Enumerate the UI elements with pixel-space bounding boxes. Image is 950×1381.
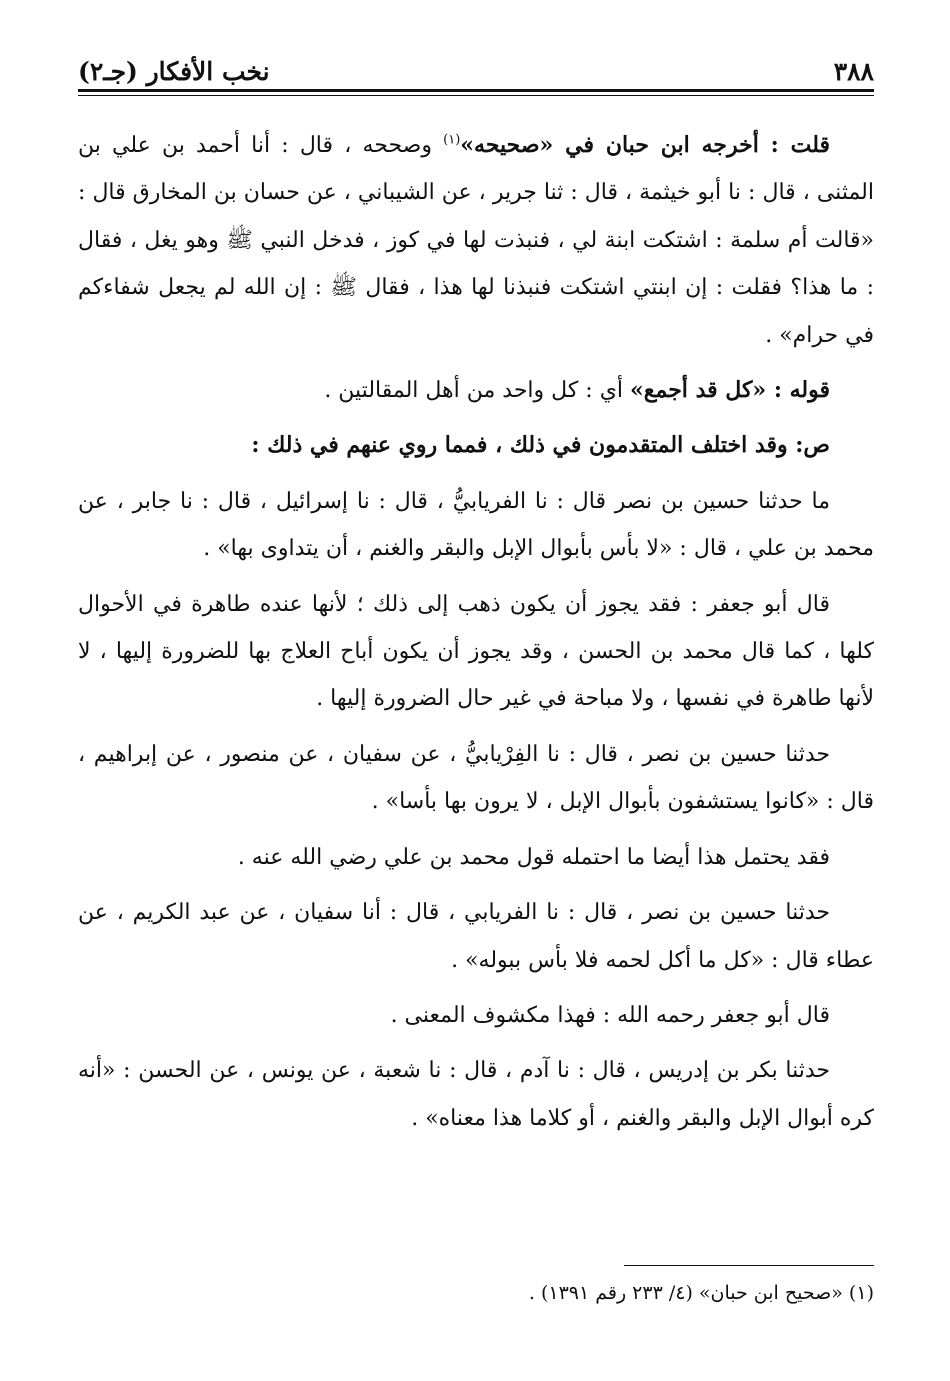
paragraph-text: حدثنا حسين بن نصر ، قال : نا الفِرْيابيُّ ، عن سفيان ، عن منصور ، عن إبراهيم ، قال : «كانوا يستشفون بأبوال الإبل ، لا يرون بها بأسا» . bbox=[78, 741, 874, 815]
footnote-reference[interactable]: (١) bbox=[443, 132, 461, 148]
paragraph-text: قال أبو جعفر : فقد يجوز أن يكون ذهب إلى ذلك ؛ لأنها عنده طاهرة في الأحوال كلها ، كما قال محمد بن الحسن ، وقد يجوز أن يكون أباح العلاج بها للضرورة إليها ، لا لأنها طاهرة في نفسها ، ولا مباحة في غير حال الضرورة إليها . bbox=[78, 591, 874, 712]
footnote-separator bbox=[624, 1265, 874, 1266]
paragraph bbox=[78, 731, 874, 826]
page-number: ٣٨٨ bbox=[833, 57, 874, 86]
header-rule-thick bbox=[78, 89, 874, 92]
footnote-text: (١) «صحيح ابن حبان» (٤/ ٢٣٣ رقم ١٣٩١) . bbox=[528, 1282, 874, 1304]
paragraph-text: قال أبو جعفر رحمه الله : فهذا مكشوف المعنى . bbox=[390, 1002, 830, 1028]
paragraph-text: أي : كل واحد من أهل المقالتين . bbox=[324, 378, 631, 404]
paragraph bbox=[78, 889, 874, 984]
running-header bbox=[78, 40, 874, 86]
paragraph-lead: ص: وقد اختلف المتقدمون في ذلك ، فمما روي عنهم في ذلك : bbox=[251, 432, 830, 459]
main-text bbox=[78, 122, 874, 1142]
paragraph bbox=[78, 478, 874, 573]
header-rule-thin bbox=[78, 95, 874, 96]
paragraph-text: فقد يحتمل هذا أيضا ما احتمله قول محمد بن علي رضي الله عنه . bbox=[237, 844, 830, 870]
paragraph-text: حدثنا بكر بن إدريس ، قال : نا آدم ، قال : نا شعبة ، عن يونس ، عن الحسن : «أنه كره أبوال الإبل والبقر والغنم ، أو كلاما هذا معناه» . bbox=[78, 1058, 874, 1131]
paragraph-text: وصححه ، قال : أنا أحمد بن علي بن المثنى ، قال : نا أبو خيثمة ، قال : ثنا جرير ، عن الشيباني ، عن حسان بن المخارق قال : «قالت أم سلمة : اشتكت ابنة لي ، فنبذت لها في كوز ، فدخل النبي ﷺ وهو يغل ، فقال : ما هذا؟ فقلت : إن ابنتي اشتكت فنبذنا لها هذا ، فقال ﷺ : إن الله لم يجعل شفاءكم في حرام» . bbox=[78, 133, 874, 348]
paragraph bbox=[78, 367, 874, 414]
paragraph-text: ما حدثنا حسين بن نصر قال : نا الفريابيُّ ، قال : نا إسرائيل ، قال : نا جابر ، عن محمد بن علي ، قال : «لا بأس بأبوال الإبل والبقر والغنم ، أن يتداوى بها» . bbox=[78, 488, 874, 562]
paragraph bbox=[78, 422, 874, 469]
paragraph bbox=[78, 581, 874, 723]
paragraph bbox=[78, 1047, 874, 1142]
paragraph bbox=[78, 122, 874, 359]
paragraph-lead: قوله : «كل قد أجمع» bbox=[630, 377, 830, 404]
book-title: نخب الأفكار (جـ٢) bbox=[78, 57, 270, 86]
footnote bbox=[78, 1276, 874, 1310]
paragraph-lead: قلت : أخرجه ابن حبان في «صحيحه» bbox=[460, 132, 830, 158]
paragraph bbox=[78, 992, 874, 1039]
paragraph-text: حدثنا حسين بن نصر ، قال : نا الفريابي ، قال : أنا سفيان ، عن عبد الكريم ، عن عطاء قال : «كل ما أكل لحمه فلا بأس ببوله» . bbox=[78, 900, 874, 973]
paragraph bbox=[78, 834, 874, 881]
